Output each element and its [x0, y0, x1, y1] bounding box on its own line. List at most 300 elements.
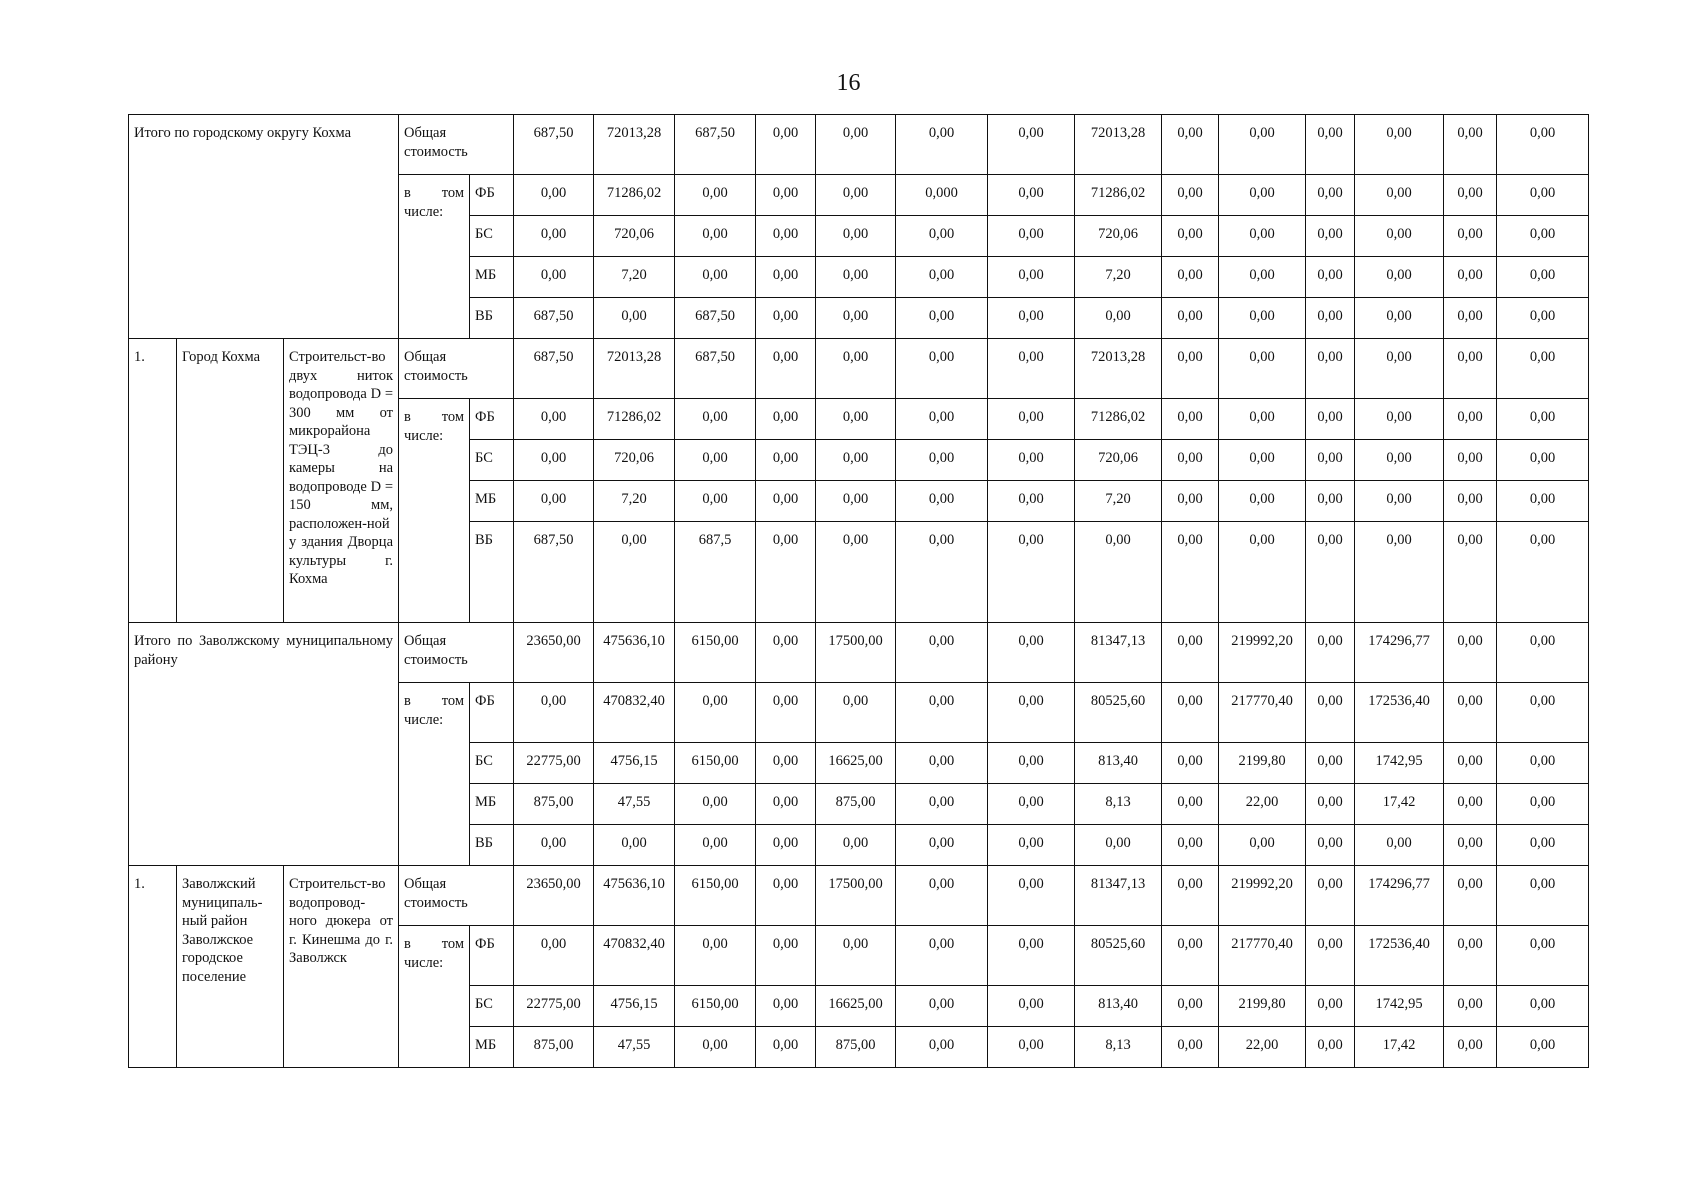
value-cell: 0,00	[988, 986, 1075, 1027]
value-cell: 0,00	[896, 825, 988, 866]
value-cell: 0,00	[1162, 623, 1219, 683]
value-cell: 0,00	[988, 298, 1075, 339]
value-cell: 0,00	[988, 784, 1075, 825]
value-cell: 0,00	[988, 481, 1075, 522]
value-cell: 0,00	[896, 743, 988, 784]
item-number: 1.	[129, 339, 177, 623]
including-label: в том числе:	[399, 683, 470, 866]
budget-table	[128, 114, 1589, 1068]
value-cell: 813,40	[1075, 986, 1162, 1027]
value-cell: 0,00	[816, 115, 896, 175]
value-cell: 0,00	[896, 866, 988, 926]
value-cell: 0,00	[896, 522, 988, 623]
value-cell: 72013,28	[594, 115, 675, 175]
including-label: в том числе:	[399, 926, 470, 1068]
value-cell: 0,00	[1497, 743, 1589, 784]
value-cell: 0,00	[675, 257, 756, 298]
section-title: Итого по городскому округу Кохма	[129, 115, 399, 339]
value-cell: 0,00	[988, 522, 1075, 623]
value-cell: 0,00	[1497, 175, 1589, 216]
value-cell: 0,00	[1444, 175, 1497, 216]
value-cell: 875,00	[514, 1027, 594, 1068]
value-cell: 0,00	[756, 175, 816, 216]
value-cell: 875,00	[816, 784, 896, 825]
value-cell: 0,00	[756, 784, 816, 825]
value-cell: 0,00	[675, 683, 756, 743]
value-cell: 0,00	[1444, 440, 1497, 481]
value-cell: 0,00	[1355, 825, 1444, 866]
value-cell: 0,00	[1444, 825, 1497, 866]
value-cell: 0,00	[1444, 784, 1497, 825]
value-cell: 720,06	[1075, 440, 1162, 481]
value-cell: 0,00	[1219, 522, 1306, 623]
value-cell: 71286,02	[594, 175, 675, 216]
value-cell: 4756,15	[594, 986, 675, 1027]
value-cell: 6150,00	[675, 986, 756, 1027]
value-cell: 72013,28	[594, 339, 675, 399]
value-cell: 0,00	[1306, 216, 1355, 257]
value-cell: 0,00	[1219, 339, 1306, 399]
value-cell: 0,00	[988, 926, 1075, 986]
value-cell: 0,00	[896, 339, 988, 399]
value-cell: 0,00	[1444, 623, 1497, 683]
value-cell: 0,00	[1219, 399, 1306, 440]
value-cell: 0,00	[756, 926, 816, 986]
value-cell: 0,00	[816, 522, 896, 623]
value-cell: 875,00	[514, 784, 594, 825]
value-cell: 0,00	[1306, 926, 1355, 986]
value-cell: 0,00	[1444, 743, 1497, 784]
value-cell: 0,00	[756, 339, 816, 399]
value-cell: 0,00	[1162, 481, 1219, 522]
value-cell: 47,55	[594, 1027, 675, 1068]
value-cell: 0,00	[1162, 115, 1219, 175]
value-cell: 813,40	[1075, 743, 1162, 784]
value-cell: 0,00	[1355, 216, 1444, 257]
value-cell: 0,00	[1219, 175, 1306, 216]
value-cell: 687,50	[675, 339, 756, 399]
value-cell: 0,00	[1162, 399, 1219, 440]
value-cell: 0,00	[1497, 986, 1589, 1027]
value-cell: 720,06	[594, 440, 675, 481]
value-cell: 17,42	[1355, 784, 1444, 825]
value-cell: 0,00	[988, 175, 1075, 216]
funding-source: БС	[470, 743, 514, 784]
value-cell: 0,00	[594, 298, 675, 339]
value-cell: 16625,00	[816, 743, 896, 784]
value-cell: 0,00	[675, 481, 756, 522]
value-cell: 0,00	[1444, 399, 1497, 440]
value-cell: 0,00	[1355, 339, 1444, 399]
value-cell: 172536,40	[1355, 683, 1444, 743]
value-cell: 0,00	[1355, 115, 1444, 175]
value-cell: 0,00	[1444, 683, 1497, 743]
value-cell: 0,00	[1444, 257, 1497, 298]
value-cell: 0,00	[1306, 257, 1355, 298]
value-cell: 174296,77	[1355, 866, 1444, 926]
value-cell: 172536,40	[1355, 926, 1444, 986]
value-cell: 0,00	[514, 926, 594, 986]
value-cell: 4756,15	[594, 743, 675, 784]
total-cost-label: Общая стоимость	[399, 866, 514, 926]
page-number: 16	[836, 70, 861, 96]
value-cell: 0,00	[1444, 522, 1497, 623]
value-cell: 71286,02	[1075, 175, 1162, 216]
value-cell: 0,00	[896, 216, 988, 257]
value-cell: 22775,00	[514, 986, 594, 1027]
value-cell: 0,00	[1497, 623, 1589, 683]
value-cell: 0,00	[816, 481, 896, 522]
value-cell: 687,50	[514, 339, 594, 399]
value-cell: 0,00	[1219, 216, 1306, 257]
value-cell: 0,00	[1075, 522, 1162, 623]
total-cost-label: Общая стоимость	[399, 339, 514, 399]
funding-source: МБ	[470, 481, 514, 522]
value-cell: 0,00	[756, 522, 816, 623]
value-cell: 0,00	[1075, 298, 1162, 339]
value-cell: 0,00	[1355, 522, 1444, 623]
funding-source: ФБ	[470, 683, 514, 743]
value-cell: 0,00	[514, 216, 594, 257]
value-cell: 23650,00	[514, 866, 594, 926]
value-cell: 0,00	[756, 115, 816, 175]
value-cell: 6150,00	[675, 866, 756, 926]
value-cell: 0,00	[594, 522, 675, 623]
value-cell: 0,00	[756, 399, 816, 440]
value-cell: 0,00	[1306, 399, 1355, 440]
value-cell: 0,00	[896, 115, 988, 175]
value-cell: 0,00	[1162, 522, 1219, 623]
value-cell: 23650,00	[514, 623, 594, 683]
value-cell: 0,00	[756, 1027, 816, 1068]
value-cell: 0,00	[756, 825, 816, 866]
value-cell: 0,00	[816, 399, 896, 440]
value-cell: 0,00	[988, 825, 1075, 866]
value-cell: 8,13	[1075, 1027, 1162, 1068]
value-cell: 2199,80	[1219, 986, 1306, 1027]
value-cell: 8,13	[1075, 784, 1162, 825]
value-cell: 0,00	[1497, 1027, 1589, 1068]
value-cell: 687,50	[514, 115, 594, 175]
value-cell: 0,00	[675, 784, 756, 825]
value-cell: 0,00	[816, 216, 896, 257]
value-cell: 0,00	[1355, 481, 1444, 522]
value-cell: 0,00	[988, 743, 1075, 784]
value-cell: 1742,95	[1355, 986, 1444, 1027]
value-cell: 720,06	[1075, 216, 1162, 257]
value-cell: 0,00	[816, 339, 896, 399]
funding-source: ФБ	[470, 926, 514, 986]
value-cell: 0,00	[988, 1027, 1075, 1068]
value-cell: 0,00	[1444, 339, 1497, 399]
funding-source: МБ	[470, 784, 514, 825]
value-cell: 7,20	[594, 257, 675, 298]
value-cell: 0,00	[1162, 784, 1219, 825]
value-cell: 0,00	[816, 298, 896, 339]
value-cell: 0,00	[1219, 825, 1306, 866]
value-cell: 0,00	[1162, 298, 1219, 339]
including-label: в том числе:	[399, 175, 470, 339]
municipality-name: Город Кохма	[177, 339, 284, 623]
value-cell: 0,00	[988, 440, 1075, 481]
value-cell: 0,00	[1306, 683, 1355, 743]
value-cell: 0,00	[896, 986, 988, 1027]
value-cell: 0,00	[988, 115, 1075, 175]
value-cell: 0,00	[816, 825, 896, 866]
value-cell: 0,00	[1497, 481, 1589, 522]
value-cell: 0,00	[1162, 257, 1219, 298]
value-cell: 22775,00	[514, 743, 594, 784]
value-cell: 80525,60	[1075, 683, 1162, 743]
value-cell: 0,00	[1497, 216, 1589, 257]
object-description: Строительст-во водопровод-ного дюкера от г. Кинешма до г. Заволжск	[284, 866, 399, 1068]
value-cell: 0,00	[1355, 298, 1444, 339]
value-cell: 0,00	[1219, 257, 1306, 298]
value-cell: 0,00	[756, 298, 816, 339]
value-cell: 0,00	[1162, 926, 1219, 986]
value-cell: 0,00	[1075, 825, 1162, 866]
value-cell: 0,00	[514, 399, 594, 440]
value-cell: 475636,10	[594, 623, 675, 683]
value-cell: 0,00	[1162, 1027, 1219, 1068]
value-cell: 0,00	[1306, 1027, 1355, 1068]
value-cell: 687,50	[514, 522, 594, 623]
value-cell: 0,00	[1306, 866, 1355, 926]
value-cell: 0,00	[756, 866, 816, 926]
value-cell: 22,00	[1219, 1027, 1306, 1068]
value-cell: 0,00	[988, 216, 1075, 257]
value-cell: 0,00	[988, 866, 1075, 926]
funding-source: ВБ	[470, 522, 514, 623]
value-cell: 0,00	[896, 440, 988, 481]
value-cell: 217770,40	[1219, 683, 1306, 743]
value-cell: 0,00	[1497, 825, 1589, 866]
funding-source: МБ	[470, 1027, 514, 1068]
value-cell: 17,42	[1355, 1027, 1444, 1068]
value-cell: 0,00	[675, 1027, 756, 1068]
value-cell: 72013,28	[1075, 339, 1162, 399]
value-cell: 219992,20	[1219, 623, 1306, 683]
value-cell: 6150,00	[675, 743, 756, 784]
value-cell: 0,00	[514, 175, 594, 216]
value-cell: 0,00	[896, 784, 988, 825]
value-cell: 0,00	[988, 623, 1075, 683]
funding-source: ФБ	[470, 175, 514, 216]
value-cell: 0,00	[756, 986, 816, 1027]
value-cell: 80525,60	[1075, 926, 1162, 986]
value-cell: 0,00	[1444, 986, 1497, 1027]
including-label: в том числе:	[399, 399, 470, 623]
value-cell: 174296,77	[1355, 623, 1444, 683]
value-cell: 0,00	[756, 623, 816, 683]
value-cell: 0,00	[1444, 926, 1497, 986]
value-cell: 0,00	[675, 825, 756, 866]
value-cell: 0,00	[1162, 743, 1219, 784]
value-cell: 0,00	[896, 298, 988, 339]
value-cell: 0,000	[896, 175, 988, 216]
value-cell: 0,00	[896, 257, 988, 298]
value-cell: 0,00	[675, 399, 756, 440]
value-cell: 0,00	[756, 257, 816, 298]
value-cell: 0,00	[675, 216, 756, 257]
value-cell: 0,00	[1497, 926, 1589, 986]
value-cell: 0,00	[1219, 115, 1306, 175]
value-cell: 0,00	[1497, 440, 1589, 481]
value-cell: 0,00	[1162, 683, 1219, 743]
value-cell: 0,00	[1497, 339, 1589, 399]
value-cell: 0,00	[1444, 216, 1497, 257]
value-cell: 0,00	[896, 623, 988, 683]
value-cell: 17500,00	[816, 866, 896, 926]
total-cost-label: Общая стоимость	[399, 623, 514, 683]
value-cell: 0,00	[896, 399, 988, 440]
value-cell: 0,00	[896, 926, 988, 986]
value-cell: 0,00	[756, 683, 816, 743]
funding-source: ВБ	[470, 825, 514, 866]
value-cell: 6150,00	[675, 623, 756, 683]
value-cell: 22,00	[1219, 784, 1306, 825]
value-cell: 0,00	[1162, 825, 1219, 866]
value-cell: 7,20	[1075, 481, 1162, 522]
value-cell: 0,00	[1497, 522, 1589, 623]
table-row	[129, 339, 1589, 399]
funding-source: ВБ	[470, 298, 514, 339]
value-cell: 0,00	[1497, 784, 1589, 825]
value-cell: 0,00	[1355, 175, 1444, 216]
value-cell: 1742,95	[1355, 743, 1444, 784]
value-cell: 0,00	[1162, 440, 1219, 481]
value-cell: 47,55	[594, 784, 675, 825]
value-cell: 17500,00	[816, 623, 896, 683]
value-cell: 475636,10	[594, 866, 675, 926]
value-cell: 0,00	[896, 481, 988, 522]
value-cell: 687,50	[675, 298, 756, 339]
value-cell: 0,00	[1306, 115, 1355, 175]
value-cell: 0,00	[1306, 339, 1355, 399]
value-cell: 0,00	[514, 683, 594, 743]
value-cell: 0,00	[816, 926, 896, 986]
value-cell: 0,00	[988, 683, 1075, 743]
value-cell: 875,00	[816, 1027, 896, 1068]
value-cell: 0,00	[1306, 986, 1355, 1027]
value-cell: 0,00	[1497, 399, 1589, 440]
value-cell: 7,20	[594, 481, 675, 522]
value-cell: 0,00	[1162, 216, 1219, 257]
value-cell: 0,00	[1355, 257, 1444, 298]
value-cell: 217770,40	[1219, 926, 1306, 986]
value-cell: 0,00	[1306, 481, 1355, 522]
value-cell: 0,00	[756, 743, 816, 784]
total-cost-label: Общая стоимость	[399, 115, 514, 175]
value-cell: 0,00	[1162, 339, 1219, 399]
value-cell: 0,00	[1306, 440, 1355, 481]
value-cell: 0,00	[1497, 115, 1589, 175]
value-cell: 71286,02	[594, 399, 675, 440]
funding-source: МБ	[470, 257, 514, 298]
value-cell: 0,00	[1162, 866, 1219, 926]
value-cell: 0,00	[514, 440, 594, 481]
value-cell: 0,00	[514, 257, 594, 298]
value-cell: 72013,28	[1075, 115, 1162, 175]
municipality-name: Заволжский муниципаль-ный район Заволжское городское поселение	[177, 866, 284, 1068]
value-cell: 0,00	[816, 440, 896, 481]
value-cell: 0,00	[988, 257, 1075, 298]
value-cell: 0,00	[988, 339, 1075, 399]
value-cell: 0,00	[1306, 743, 1355, 784]
value-cell: 0,00	[896, 1027, 988, 1068]
value-cell: 470832,40	[594, 926, 675, 986]
value-cell: 0,00	[514, 825, 594, 866]
value-cell: 0,00	[1219, 481, 1306, 522]
value-cell: 0,00	[896, 683, 988, 743]
table-row	[129, 866, 1589, 926]
table-row	[129, 115, 1589, 175]
value-cell: 0,00	[1444, 481, 1497, 522]
value-cell: 0,00	[816, 683, 896, 743]
table-row	[129, 623, 1589, 683]
value-cell: 0,00	[1219, 298, 1306, 339]
value-cell: 0,00	[988, 399, 1075, 440]
value-cell: 687,50	[675, 115, 756, 175]
funding-source: БС	[470, 216, 514, 257]
value-cell: 0,00	[1306, 175, 1355, 216]
value-cell: 0,00	[816, 257, 896, 298]
value-cell: 0,00	[594, 825, 675, 866]
value-cell: 2199,80	[1219, 743, 1306, 784]
value-cell: 0,00	[1306, 522, 1355, 623]
value-cell: 0,00	[1497, 866, 1589, 926]
funding-source: БС	[470, 986, 514, 1027]
value-cell: 0,00	[1162, 175, 1219, 216]
funding-source: БС	[470, 440, 514, 481]
value-cell: 0,00	[1306, 298, 1355, 339]
value-cell: 0,00	[756, 216, 816, 257]
object-description: Строительст-во двух ниток водопровода D = 300 мм от микрорайона ТЭЦ-3 до камеры на водопроводе D = 150 мм, расположен-ной у здания Дворца культуры г. Кохма	[284, 339, 399, 623]
value-cell: 470832,40	[594, 683, 675, 743]
value-cell: 0,00	[675, 926, 756, 986]
value-cell: 0,00	[1162, 986, 1219, 1027]
value-cell: 81347,13	[1075, 623, 1162, 683]
value-cell: 0,00	[1444, 298, 1497, 339]
value-cell: 7,20	[1075, 257, 1162, 298]
value-cell: 0,00	[1219, 440, 1306, 481]
funding-source: ФБ	[470, 399, 514, 440]
value-cell: 0,00	[1497, 298, 1589, 339]
value-cell: 16625,00	[816, 986, 896, 1027]
value-cell: 0,00	[514, 481, 594, 522]
value-cell: 0,00	[1306, 825, 1355, 866]
section-title: Итого по Заволжскому муниципальному району	[129, 623, 399, 866]
value-cell: 0,00	[1444, 1027, 1497, 1068]
value-cell: 0,00	[756, 481, 816, 522]
value-cell: 687,50	[514, 298, 594, 339]
item-number: 1.	[129, 866, 177, 1068]
value-cell: 0,00	[1355, 399, 1444, 440]
value-cell: 687,5	[675, 522, 756, 623]
value-cell: 0,00	[675, 175, 756, 216]
value-cell: 81347,13	[1075, 866, 1162, 926]
value-cell: 0,00	[1444, 115, 1497, 175]
value-cell: 0,00	[675, 440, 756, 481]
value-cell: 0,00	[756, 440, 816, 481]
value-cell: 71286,02	[1075, 399, 1162, 440]
value-cell: 0,00	[1497, 683, 1589, 743]
value-cell: 219992,20	[1219, 866, 1306, 926]
value-cell: 0,00	[1444, 866, 1497, 926]
value-cell: 0,00	[816, 175, 896, 216]
value-cell: 720,06	[594, 216, 675, 257]
value-cell: 0,00	[1355, 440, 1444, 481]
